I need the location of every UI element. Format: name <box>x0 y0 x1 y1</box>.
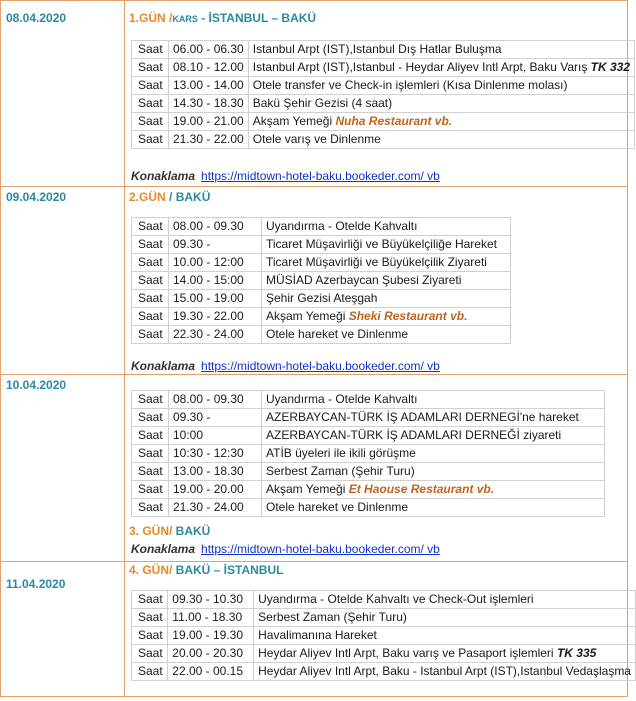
day-heading <box>129 190 210 204</box>
schedule-table <box>131 40 635 149</box>
activity-cell <box>262 463 605 481</box>
activity-text: Akşam Yemeği <box>252 114 336 128</box>
saat-label: Saat <box>132 591 168 609</box>
saat-label: Saat <box>132 427 169 445</box>
activity-text: Serbest Zaman (Şehir Turu) <box>258 610 407 624</box>
day-divider <box>0 374 628 375</box>
table-row <box>132 663 636 681</box>
activity-cell <box>262 445 605 463</box>
day-date: 10.04.2020 <box>6 378 67 392</box>
table-row <box>132 391 605 409</box>
activity-cell <box>262 218 511 236</box>
activity-cell <box>262 272 511 290</box>
day-title-small: KARS <box>172 14 198 24</box>
activity-text: Otele transfer ve Check-in işlemleri (Kısa Dinlenme molası) <box>252 78 568 92</box>
table-row <box>132 254 511 272</box>
restaurant-name: Nuha Restaurant vb. <box>335 114 453 128</box>
day-divider <box>0 186 628 187</box>
table-row <box>132 609 636 627</box>
activity-text: Havalimanına Hareket <box>258 628 377 642</box>
table-row <box>132 409 605 427</box>
table-row <box>132 645 636 663</box>
activity-text: ATİB üyeleri ile ikili görüşme <box>266 446 416 460</box>
table-row <box>132 326 511 344</box>
restaurant-name: Et Haouse Restaurant vb. <box>348 482 495 496</box>
table-row <box>132 131 635 149</box>
activity-cell <box>262 481 605 499</box>
activity-cell <box>248 95 634 113</box>
activity-text: Ticaret Müşavirliği ve Büyükelçilik Ziyareti <box>266 255 487 269</box>
saat-label: Saat <box>132 254 169 272</box>
activity-cell <box>262 499 605 517</box>
saat-label: Saat <box>132 663 168 681</box>
saat-label: Saat <box>132 391 169 409</box>
activity-text: Bakü Şehir Gezisi (4 saat) <box>252 96 393 110</box>
activity-cell <box>262 391 605 409</box>
table-row <box>132 308 511 326</box>
time-cell: 08.00 - 09.30 <box>169 391 262 409</box>
activity-text: Uyandırma - Otelde Kahvaltı <box>266 219 418 233</box>
activity-text: Otele varış ve Dinlenme <box>252 132 381 146</box>
activity-cell <box>262 290 511 308</box>
activity-cell <box>254 627 636 645</box>
activity-text: Ticaret Müşavirliği ve Büyükelçiliğe Hareket <box>266 237 497 251</box>
day-heading <box>129 563 283 577</box>
activity-cell <box>262 427 605 445</box>
table-row <box>132 77 635 95</box>
activity-text: Otele hareket ve Dinlenme <box>266 500 409 514</box>
saat-label: Saat <box>132 236 169 254</box>
hotel-link[interactable]: https://midtown-hotel-baku.bookeder.com/ vb <box>201 542 440 556</box>
column-divider <box>124 0 125 697</box>
activity-text: Istanbul Arpt (IST),Istanbul Dış Hatlar Buluşma <box>252 42 502 56</box>
activity-cell <box>262 236 511 254</box>
day-title: 1.GÜN / <box>129 11 173 25</box>
saat-label: Saat <box>132 41 169 59</box>
saat-label: Saat <box>132 77 169 95</box>
table-row <box>132 445 605 463</box>
day-heading <box>129 11 316 25</box>
time-cell: 10.00 - 12:00 <box>169 254 262 272</box>
day-route: / BAKÜ <box>165 190 211 204</box>
time-cell: 08.00 - 09.30 <box>169 218 262 236</box>
day-divider <box>0 561 628 562</box>
activity-text: Heydar Aliyev Intl Arpt, Baku varış ve Pasaport işlemleri <box>258 646 557 660</box>
table-row <box>132 113 635 131</box>
table-row <box>132 290 511 308</box>
time-cell: 19.00 - 21.00 <box>169 113 249 131</box>
time-cell: 21.30 - 24.00 <box>169 499 262 517</box>
activity-cell <box>262 326 511 344</box>
time-cell: 10:30 - 12:30 <box>169 445 262 463</box>
time-cell: 11.00 - 18.30 <box>168 609 254 627</box>
table-row <box>132 463 605 481</box>
schedule-table <box>131 590 636 681</box>
saat-label: Saat <box>132 272 169 290</box>
day-title: 2.GÜN <box>129 190 166 204</box>
saat-label: Saat <box>132 326 169 344</box>
activity-text: Otele hareket ve Dinlenme <box>266 327 409 341</box>
table-row <box>132 218 511 236</box>
saat-label: Saat <box>132 627 168 645</box>
schedule-table <box>131 390 605 517</box>
time-cell: 09.30 - 10.30 <box>168 591 254 609</box>
activity-cell <box>248 59 634 77</box>
table-row <box>132 272 511 290</box>
saat-label: Saat <box>132 131 169 149</box>
time-cell: 19.00 - 20.00 <box>169 481 262 499</box>
saat-label: Saat <box>132 59 169 77</box>
table-row <box>132 627 636 645</box>
table-row <box>132 427 605 445</box>
hotel-link[interactable]: https://midtown-hotel-baku.bookeder.com/ vb <box>201 169 440 183</box>
day-date: 11.04.2020 <box>6 577 66 591</box>
activity-text: Heydar Aliyev Intl Arpt, Baku - Istanbul Arpt (IST),Istanbul Vedaşlaşma <box>258 664 631 678</box>
saat-label: Saat <box>132 499 169 517</box>
activity-cell <box>254 663 636 681</box>
activity-text: MÜSİAD Azerbaycan Şubesi Ziyareti <box>266 273 462 287</box>
activity-cell <box>248 113 634 131</box>
saat-label: Saat <box>132 113 169 131</box>
time-cell: 21.30 - 22.00 <box>169 131 249 149</box>
activity-text: AZERBAYCAN-TÜRK İŞ ADAMLARI DERNEGİ'ne hareket <box>266 410 579 424</box>
time-cell: 20.00 - 20.30 <box>168 645 254 663</box>
time-cell: 19.00 - 19.30 <box>168 627 254 645</box>
time-cell: 09.30 - <box>169 409 262 427</box>
saat-label: Saat <box>132 290 169 308</box>
day-route: BAKÜ – İSTANBUL <box>172 563 284 577</box>
time-cell: 10:00 <box>169 427 262 445</box>
flight-number: TK 335 <box>556 646 597 660</box>
accommodation-line <box>131 169 440 183</box>
time-cell: 22.30 - 24.00 <box>169 326 262 344</box>
table-row <box>132 95 635 113</box>
activity-cell <box>248 131 634 149</box>
time-cell: 13.00 - 18.30 <box>169 463 262 481</box>
activity-cell <box>248 41 634 59</box>
table-row <box>132 41 635 59</box>
time-cell: 19.30 - 22.00 <box>169 308 262 326</box>
activity-cell <box>254 645 636 663</box>
schedule-table <box>131 217 511 344</box>
accommodation-line <box>131 542 440 556</box>
accommodation-label: Konaklama <box>131 169 196 183</box>
saat-label: Saat <box>132 218 169 236</box>
activity-text: Istanbul Arpt (IST),Istanbul - Heydar Aliyev Intl Arpt, Baku Varış <box>252 60 591 74</box>
activity-text: Uyandırma - Otelde Kahvaltı <box>266 392 418 406</box>
activity-text: Akşam Yemeği <box>266 309 349 323</box>
accommodation-label: Konaklama <box>131 359 196 373</box>
activity-cell <box>254 591 636 609</box>
activity-cell <box>248 77 634 95</box>
time-cell: 08.10 - 12.00 <box>169 59 249 77</box>
time-cell: 14.30 - 18.30 <box>169 95 249 113</box>
day-date: 08.04.2020 <box>6 11 67 25</box>
activity-text: AZERBAYCAN-TÜRK İŞ ADAMLARI DERNEĞİ ziyareti <box>266 428 562 442</box>
time-cell: 22.00 - 00.15 <box>168 663 254 681</box>
saat-label: Saat <box>132 95 169 113</box>
flight-number: TK 332 <box>590 60 631 74</box>
activity-text: Serbest Zaman (Şehir Turu) <box>266 464 415 478</box>
day-heading <box>129 524 210 538</box>
table-row <box>132 499 605 517</box>
saat-label: Saat <box>132 409 169 427</box>
table-row <box>132 481 605 499</box>
activity-cell <box>262 409 605 427</box>
time-cell: 14.00 - 15:00 <box>169 272 262 290</box>
saat-label: Saat <box>132 609 168 627</box>
day-title: 3. GÜN/ <box>129 524 173 538</box>
day-date: 09.04.2020 <box>6 190 67 204</box>
activity-cell <box>262 254 511 272</box>
activity-text: Akşam Yemeği <box>266 482 349 496</box>
saat-label: Saat <box>132 463 169 481</box>
hotel-link[interactable]: https://midtown-hotel-baku.bookeder.com/ vb <box>201 359 440 373</box>
activity-text: Şehir Gezisi Ateşgah <box>266 291 378 305</box>
accommodation-line <box>131 359 440 373</box>
time-cell: 09.30 - <box>169 236 262 254</box>
restaurant-name: Sheki Restaurant vb. <box>348 309 468 323</box>
table-row <box>132 59 635 77</box>
saat-label: Saat <box>132 481 169 499</box>
activity-text: Uyandırma - Otelde Kahvaltı ve Check-Out işlemleri <box>258 592 534 606</box>
saat-label: Saat <box>132 645 168 663</box>
day-route: - İSTANBUL – BAKÜ <box>197 11 317 25</box>
accommodation-label: Konaklama <box>131 542 196 556</box>
time-cell: 15.00 - 19.00 <box>169 290 262 308</box>
day-route: BAKÜ <box>172 524 211 538</box>
saat-label: Saat <box>132 308 169 326</box>
activity-cell <box>254 609 636 627</box>
time-cell: 06.00 - 06.30 <box>169 41 249 59</box>
day-title: 4. GÜN/ <box>129 563 173 577</box>
table-row <box>132 236 511 254</box>
saat-label: Saat <box>132 445 169 463</box>
activity-cell <box>262 308 511 326</box>
time-cell: 13.00 - 14.00 <box>169 77 249 95</box>
table-row <box>132 591 636 609</box>
